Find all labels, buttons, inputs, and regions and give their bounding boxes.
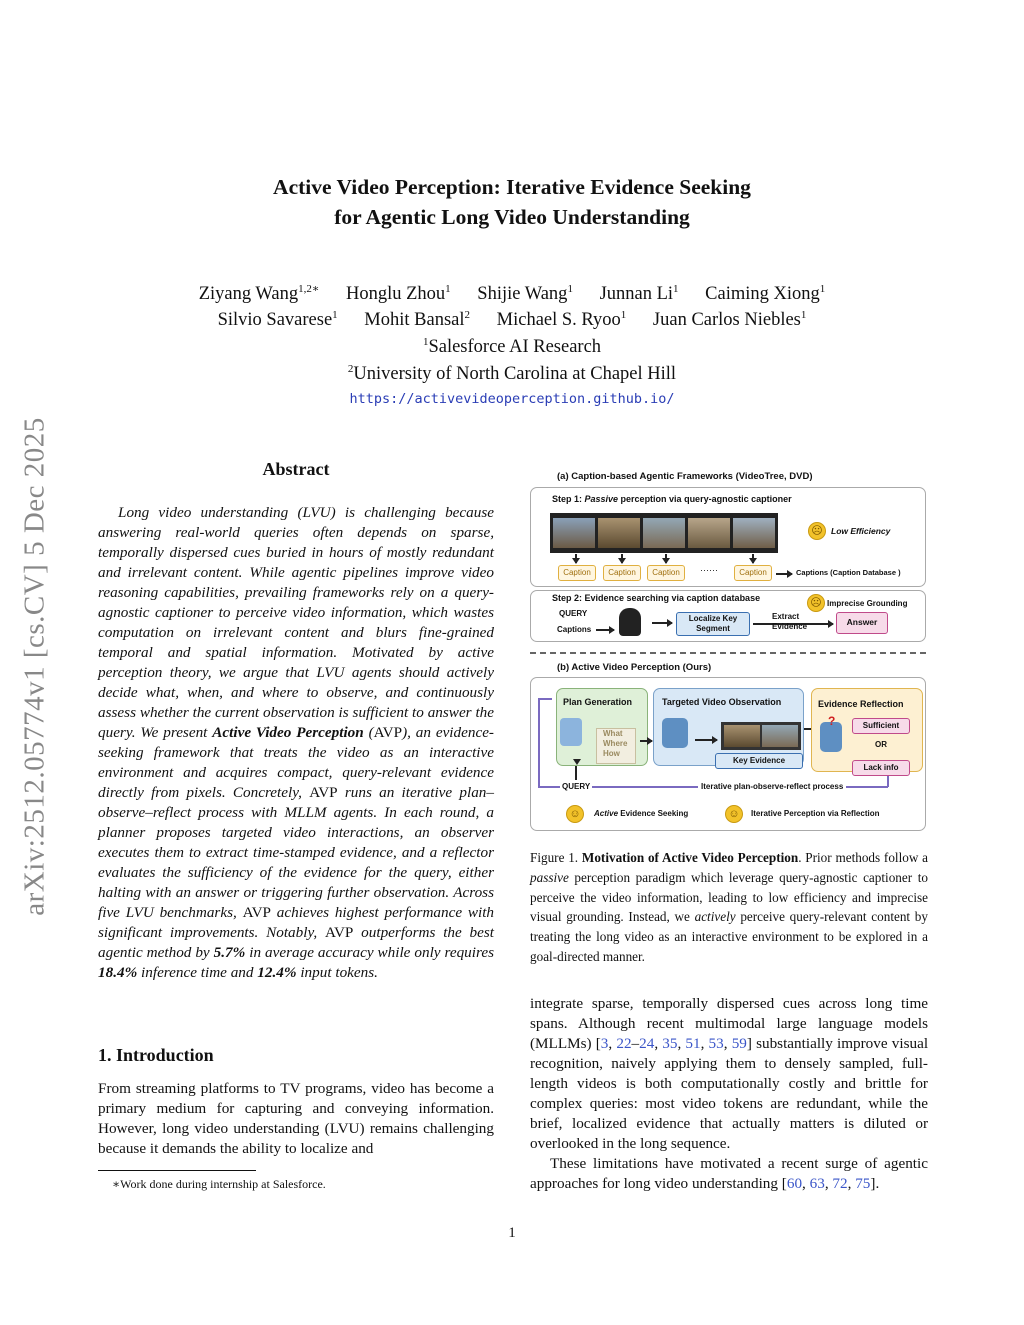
author: Michael S. Ryoo$^1$ (496, 309, 627, 331)
iterative-process-label: Iterative plan-observe-reflect process (698, 782, 846, 791)
figure-1-caption: Figure 1. Motivation of Active Video Perception. Prior methods follow a passive perception paradigm which leverage query-agnostic captioner to perceive the video information, leading to low efficiency and imprecise visual grounding. Instead, we actively perceive query-relevant content by treating the long video as an interactive environment to be explored in a goal-directed manner. (530, 850, 928, 964)
what-where-how-note: What Where How (596, 728, 636, 764)
video-frame (688, 518, 730, 548)
extract-evidence-label: Extract Evidence (772, 612, 808, 631)
introduction-paragraph: From streaming platforms to TV programs, video has become a primary medium for capturing and conveying information. However, long video understanding (LVU) remains challenging because it demands the ability to localize and (98, 1080, 494, 1157)
author: Honglu Zhou$^1$ (345, 283, 451, 305)
authors-row-1 (120, 282, 904, 305)
imprecise-grounding-label: Imprecise Grounding (827, 599, 908, 608)
arrow (695, 739, 717, 741)
lack-info-box: Lack info (852, 760, 910, 776)
caption-chip: Caption (734, 565, 772, 581)
captions-label: Captions (557, 625, 592, 634)
step1-label: Step 1: Passive perception via query-agnostic captioner (552, 494, 792, 504)
arrow (665, 554, 667, 563)
sad-face-icon: ☹ (808, 522, 826, 540)
localize-segment-box: Localize Key Segment (676, 612, 750, 636)
project-url-link[interactable]: https://activevideoperception.github.io/ (349, 391, 675, 407)
arxiv-identifier: arXiv:2512.05774v1 [cs.CV] 5 Dec 2025 (18, 417, 51, 916)
loop-line (538, 698, 552, 700)
query-label-b: QUERY (562, 782, 591, 791)
panel-separator (530, 652, 926, 654)
question-mark-icon: ? (828, 714, 836, 728)
observer-robot-icon (662, 718, 688, 748)
video-frame (733, 518, 775, 548)
evidence-frames (721, 722, 801, 750)
answer-box: Answer (836, 612, 888, 634)
query-up-arrow (575, 766, 577, 780)
loop-line (887, 776, 889, 787)
video-frame (643, 518, 685, 548)
key-evidence-box: Key Evidence (715, 753, 803, 769)
panel-a-title: (a) Caption-based Agentic Frameworks (VideoTree, DVD) (557, 471, 813, 482)
or-label: OR (875, 740, 887, 749)
video-frame (598, 518, 640, 548)
video-frame (553, 518, 595, 548)
arrow (640, 740, 652, 742)
arrow (621, 554, 623, 563)
paper-title-line-2: for Agentic Long Video Understanding (334, 205, 690, 229)
caption-database-label: Captions (Caption Database ) (796, 568, 901, 577)
paper-title-line-1: Active Video Perception: Iterative Evidence Seeking (273, 175, 751, 199)
planner-robot-icon (560, 718, 582, 746)
video-frame (724, 725, 760, 747)
arrow (752, 554, 754, 563)
video-filmstrip (550, 513, 778, 553)
sufficient-box: Sufficient (852, 718, 910, 734)
sad-face-icon: ☹ (807, 594, 825, 612)
abstract-body: Long video understanding (LVU) is challenging because answering real-world queries often depends on sparse, temporally dispersed cues buried in hours of mostly redundant and irrelevant content. While agentic pipelines improve video reasoning capabilities, prevailing frameworks rely on a query-agnostic captioner to perceive video information, which wastes computation on irrelevant content and blurs fine-grained temporal and spatial information. Motivated by active perception theory, we argue that LVU agents should actively decide what, when, and where to observe, and continuously assess whether the current observation is sufficient to answer the query. We present Active Video Perception (AVP), an evidence-seeking framework that treats the video as an interactive environment and acquires compact, query-relevant evidence directly from pixels. Concretely, AVP runs an iterative plan–observe–reflect process with MLLM agents. In each round, a planner proposes targeted video interactions, an observer executes them to extract time-stamped evidence, and a reflector evaluates the sufficiency of the evidence for the query, either halting with an answer or triggering further observation. Across five LVU benchmarks, AVP achieves highest performance with significant improvements. Notably, AVP outperforms the best agentic method by 5.7% in average accuracy while only requires 18.4% inference time and 12.4% input tokens. (98, 504, 495, 981)
happy-face-icon: ☺ (566, 805, 584, 823)
figure-1 (530, 466, 928, 834)
query-label: QUERY (559, 609, 588, 618)
introduction-heading: 1. Introduction (98, 1045, 214, 1065)
affiliation-1: $^1$Salesforce AI Research (422, 336, 602, 358)
loop-line (538, 698, 540, 787)
step2-label: Step 2: Evidence searching via caption database (552, 593, 761, 603)
author: Silvio Savarese$^1$ (217, 309, 338, 331)
author: Caiming Xiong$^1$ (705, 283, 826, 305)
arrow (776, 573, 792, 575)
happy-face-icon: ☺ (725, 805, 743, 823)
active-seeking-label: Active Evidence Seeking (594, 809, 689, 818)
footnote-rule (98, 1170, 256, 1171)
page-number: 1 (508, 1225, 516, 1241)
evidence-reflection-label: Evidence Reflection (818, 699, 904, 709)
low-efficiency-label: Low Efficiency (831, 526, 891, 536)
ellipsis: ······ (700, 565, 718, 575)
abstract-heading: Abstract (262, 459, 330, 479)
caption-chip: Caption (558, 565, 596, 581)
panel-b-title: (b) Active Video Perception (Ours) (557, 662, 712, 673)
search-agent-icon (619, 608, 641, 636)
authors-row-2 (120, 309, 904, 331)
footnote: ∗Work done during internship at Salesforce. (112, 1177, 326, 1191)
author: Ziyang Wang$^{1,2∗}$ (198, 283, 320, 305)
caption-chip: Caption (603, 565, 641, 581)
targeted-observation-label: Targeted Video Observation (662, 697, 782, 707)
introduction-continued: integrate sparse, temporally dispersed cues across long time spans. Although recent multimodal large language models (MLLMs) [3, 22–24, 35, 51, 53, 59] substantially improve visual recognition, naively applying them to densely sampled, full-length videos is both computationally costly and brittle for complex queries: most video tokens are redundant, while the brief, localized evidence that actually matters is diluted or overlooked in the long sequence. These limitations have motivated a recent surge of agentic approaches for long video understanding [60, 63, 72, 75]. (530, 995, 929, 1192)
author: Shijie Wang$^1$ (477, 283, 573, 305)
video-frame (762, 725, 798, 747)
arrow (596, 629, 614, 631)
plan-generation-label: Plan Generation (563, 697, 633, 707)
affiliation-2: $^2$University of North Carolina at Chapel Hill (347, 363, 677, 385)
arrow (575, 554, 577, 563)
iterative-reflection-label: Iterative Perception via Reflection (751, 809, 880, 818)
caption-chip: Caption (647, 565, 685, 581)
author: Junnan Li$^1$ (599, 283, 679, 305)
arrow (652, 622, 672, 624)
author: Juan Carlos Niebles$^1$ (652, 309, 807, 331)
author: Mohit Bansal$^2$ (364, 309, 471, 331)
